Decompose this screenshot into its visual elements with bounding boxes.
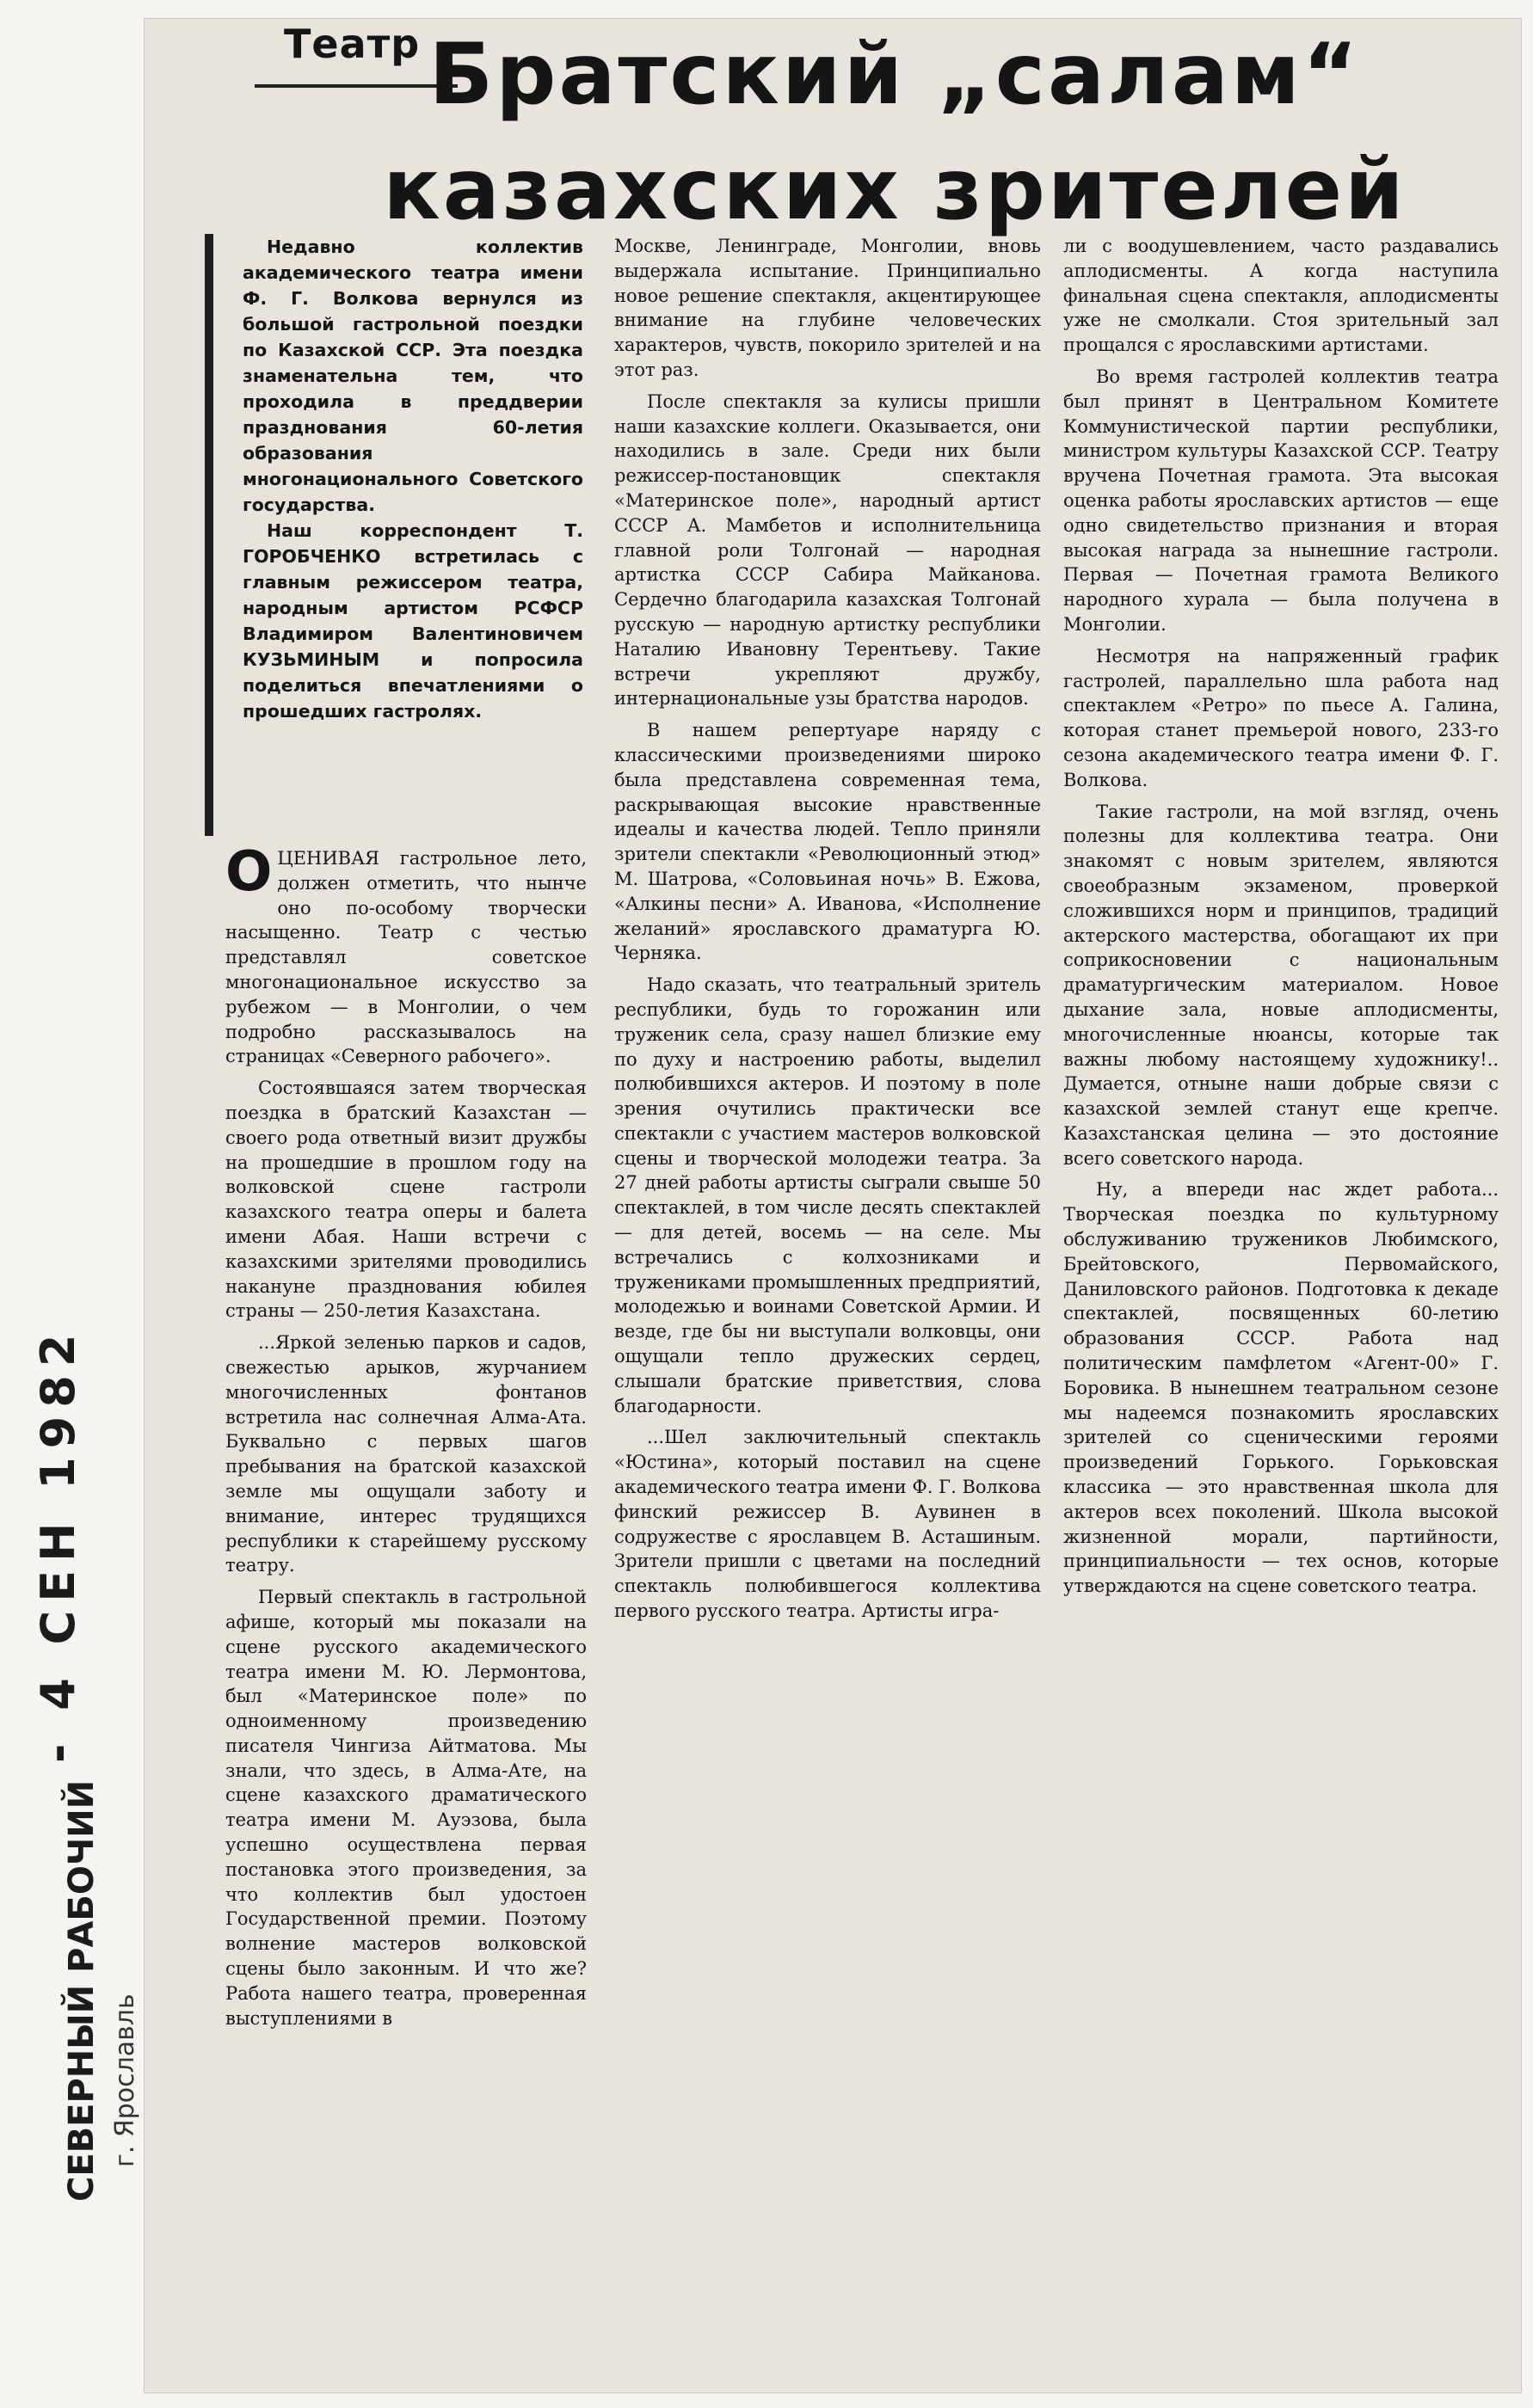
date-stamp: - 4 СЕН 1982 — [31, 1325, 85, 1763]
headline-line-2: казахских зрителей — [383, 141, 1407, 239]
lead-paragraph: Недавно коллектив академического театра имени Ф. Г. Волкова вернулся из большой гастрольной поездки по Казахской ССР. Эта поездка знаменательна тем, что проходила в преддверии празднования 60-летия образования многонационального Советского государства. — [243, 236, 583, 515]
article-lead — [243, 234, 583, 724]
body-paragraph: Состоявшаяся затем творческая поездка в братский Казахстан — своего рода ответный визит дружбы на прошедшие в прошлом году на волковской сцене гастроли казахского театра оперы и балета имени Абая. Наши встречи с казахскими зрителями проводились накануне празднования юбилея страны — 250-летия Казахстана. — [225, 1078, 587, 1322]
body-paragraph: Первый спектакль в гастрольной афише, который мы показали на сцене русского академического театра имени М. Ю. Лермонтова, был «Материнское поле» по одноименному произведению писателя Чингиза Айтматова. Мы знали, что здесь, в Алма-Ате, на сцене казахского драматического театра имени М. Ауэзова, была успешно осуществлена первая постановка этого произведения, за что коллектив был удостоен Государственной премии. Поэтому волнение мастеров волковской сцены было законным. И что же? Работа нашего театра, проверенная выступлениями в — [225, 1587, 587, 2029]
body-paragraph: ...Шел заключительный спектакль «Юстина», который поставил на сцене академического театра имени Ф. Г. Волкова финский режиссер В. Аувинен в содружестве с ярославцем В. Асташиным. Зрители пришли с цветами на последний спектакль полюбившегося коллектива первого русского театра. Артисты игра- — [614, 1427, 1041, 1622]
body-paragraph: Несмотря на напряженный график гастролей, параллельно шла работа над спектаклем «Ретро» по пьесе А. Галина, которая станет премьерой нового, 233-го сезона академического театра имени Ф. Г. Волкова. — [1063, 645, 1499, 790]
drop-cap: О — [225, 840, 273, 904]
body-paragraph: Москве, Ленинграде, Монголии, вновь выдержала испытание. Принципиально новое решение спектакля, акцентирующее внимание на глубине человеческих характеров, чувств, покорило зрителей и на этот раз. — [614, 236, 1041, 380]
body-paragraph: В нашем репертуаре наряду с классическими произведениями широко была представлена современная тема, раскрывающая высокие нравственные идеалы и качества людей. Тепло приняли зрители спектакли «Революционный этюд» М. Шатрова, «Соловьиная ночь» В. Ежова, «Алкины песни» А. Иванова, «Исполнение желаний» ярославского драматурга Ю. Черняка. — [614, 720, 1041, 964]
lead-paragraph: Наш корреспондент Т. ГОРОБЧЕНКО встретилась с главным режиссером театра, народным артистом РСФСР Владимиром Валентиновичем КУЗЬМИНЫМ и попросила поделиться впечатлениями о прошедших гастролях. — [243, 520, 583, 722]
city-stamp: г. Ярославль — [110, 1993, 140, 2167]
headline-line-1: Братский „салам“ — [428, 26, 1361, 124]
body-paragraph — [225, 840, 587, 1069]
body-paragraph: ли с воодушевлением, часто раздавались аплодисменты. А когда наступила финальная сцена спектакля, аплодисменты уже не смолкали. Стоя зрительный зал прощался с ярославскими артистами. — [1063, 236, 1499, 356]
body-paragraph: ...Яркой зеленью парков и садов, свежестью арыков, журчанием многочисленных фонтанов встретила нас солнечная Алма-Ата. Буквально с первых шагов пребывания на братской казахской земле мы ощущали заботу и внимание, интерес трудящихся республики к старейшему русскому театру. — [225, 1332, 587, 1576]
body-paragraph: После спектакля за кулисы пришли наши казахские коллеги. Оказывается, они находились в зале. Среди них были режиссер-постановщик спектакля «Материнское поле», народный артист СССР А. Мамбетов и исполнительница главной роли Толгонай — народная артистка СССР Сабира Майканова. Сердечно благодарила казахская Толгонай русскую — народную артистку республики Наталию Ивановну Терентьеву. Такие встречи укрепляют дружбу, интернациональные узы братства народов. — [614, 390, 1041, 710]
body-paragraph-text: ЦЕНИВАЯ гастрольное лето, должен отметить, что нынче оно по-особому творчески насыщенно. Театр с честью представлял советское многонациональное искусство за рубежом — в Монголии, о чем подробно рассказывалось на страницах «Северного рабочего». — [225, 848, 587, 1067]
body-paragraph: Надо сказать, что театральный зритель республики, будь то горожанин или труженик села, сразу нашел близкие ему по духу и настроению работы, выделил полюбившихся актеров. И поэтому в поле зрения очутились практически все спектакли с участием мастеров волковской сцены и творческой молодежи театра. За 27 дней работы артисты сыграли свыше 50 спектаклей, в том числе десять спектаклей — для детей, восемь — на селе. Мы встречались с колхозниками и тружениками промышленных предприятий, молодежью и воинами Советской Армии. И везде, где бы ни выступали волковцы, они ощущали тепло дружеских сердец, слышали братские приветствия, слова благодарности. — [614, 974, 1041, 1416]
body-paragraph: Ну, а впереди нас ждет работа... Творческая поездка по культурному обслуживанию тружеников Любимского, Брейтовского, Первомайского, Даниловского районов. Подготовка к декаде спектаклей, посвященных 60-летию образования СССР. Работа над политическим памфлетом «Агент-00» Г. Боровика. В нынешнем театральном сезоне мы надеемся познакомить ярославских зрителей со сценическими героями произведений Горького. Горьковская классика — это нравственная школа для актеров всех поколений. Школа высокой жизненной морали, партийности, принципиальности — тех основ, которые утверждаются на сцене советского театра. — [1063, 1179, 1499, 1597]
section-rubric: Театр — [284, 21, 421, 67]
lead-side-bar — [205, 234, 213, 836]
newspaper-name-stamp: СЕВЕРНЫЙ РАБОЧИЙ — [62, 1779, 102, 2202]
article-headline — [327, 17, 1462, 248]
article-column-3 — [1063, 234, 1499, 1606]
article-column-1 — [225, 840, 587, 2037]
body-paragraph: Такие гастроли, на мой взгляд, очень полезны для коллектива театра. Они знакомят с новым зрителем, являются своеобразным экзаменом, проверкой сложившихся норм и принципов, традиций актерского мастерства, обогащают их при соприкосновении с национальным драматургическим материалом. Новое дыхание зала, новые аплодисменты, многочисленные нюансы, которые так важны любому настоящему художнику!.. Думается, отныне наши добрые связи с казахской землей станут еще крепче. Казахстанская целина — это достояние всего советского народа. — [1063, 801, 1499, 1169]
article-column-2 — [614, 234, 1041, 1631]
body-paragraph: Во время гастролей коллектив театра был принят в Центральном Комитете Коммунистической партии республики, министром культуры Казахской ССР. Театру вручена Почетная грамота. Эта высокая оценка работы ярославских артистов — еще одно свидетельство признания и вторая высокая награда за нынешние гастроли. Первая — Почетная грамота Великого народного хурала — была получена в Монголии. — [1063, 366, 1499, 635]
